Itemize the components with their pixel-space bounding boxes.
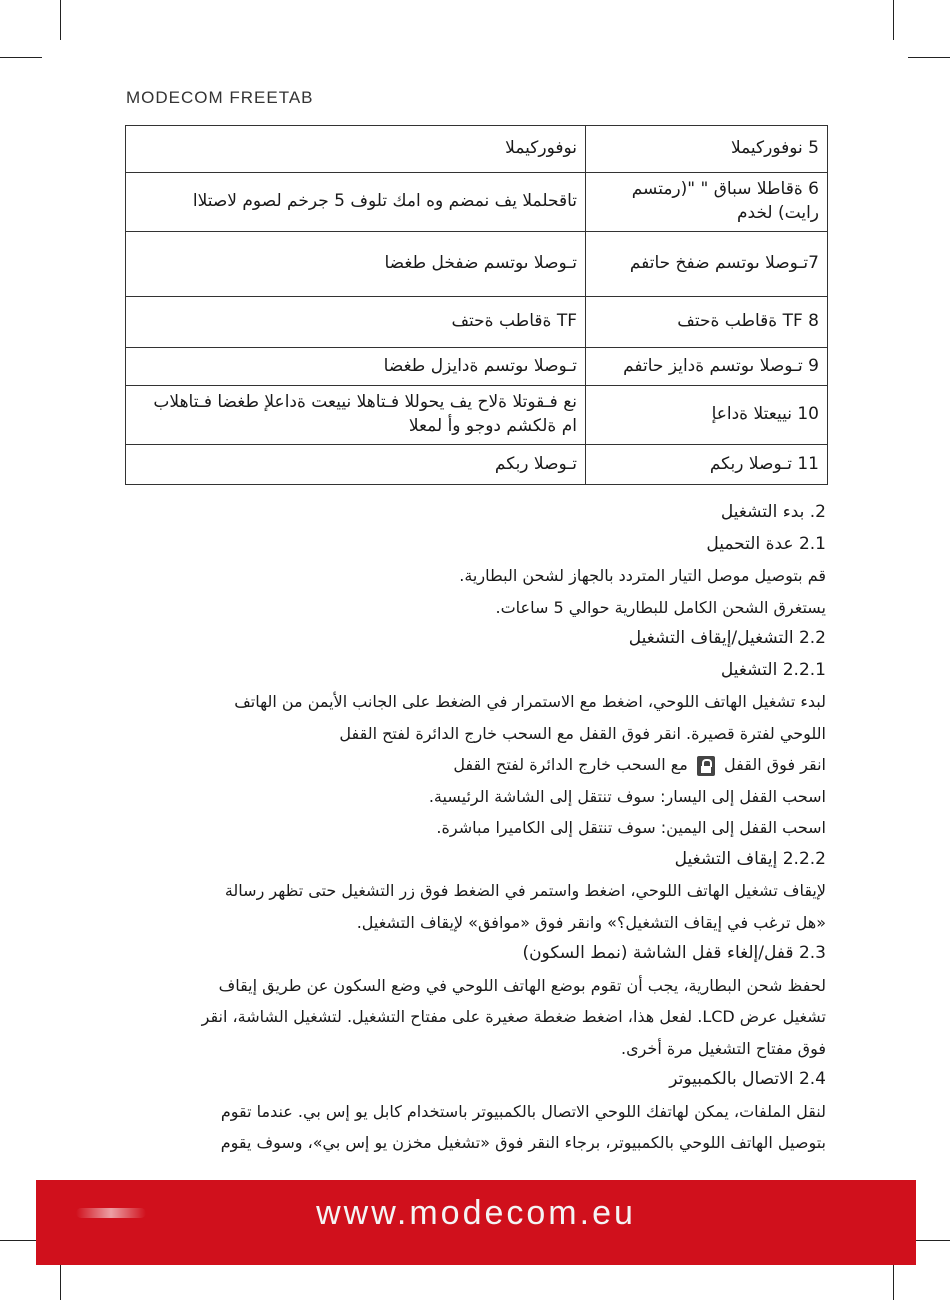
table-cell-desc: تـوصلا ىوتسم ضفخل طغضا [126, 232, 586, 297]
section-heading: 2.2 التشغيل/إيقاف التشغيل [628, 628, 826, 648]
paragraph: لإيقاف تشغيل الهاتف اللوحي، اضغط واستمر في الضغط فوق زر التشغيل حتى تظهر رسالة [224, 881, 826, 900]
table-cell-label: 7تـوصلا ىوتسم ضفخ حاتفم [586, 232, 828, 297]
table-row [126, 445, 828, 485]
section-heading: 2.2.2 إيقاف التشغيل [674, 848, 826, 869]
table-cell-label: TF 8 ةقاطب ةحتف [586, 297, 828, 348]
table-cell-desc: تـوصلا ربكم [126, 445, 586, 485]
table-cell-desc: TF ةقاطب ةحتف [126, 297, 586, 348]
paragraph-text: مع السحب خارج الدائرة لفتح القفل [453, 755, 688, 774]
table-row [126, 173, 828, 232]
paragraph [126, 749, 826, 781]
crop-mark [908, 57, 950, 58]
table-row [126, 348, 828, 386]
crop-mark [0, 57, 42, 58]
table-cell-label: 9 تـوصلا ىوتسم ةدايز حاتفم [586, 348, 828, 386]
paragraph: فوق مفتاح التشغيل مرة أخرى. [620, 1038, 826, 1058]
table-row [126, 297, 828, 348]
paragraph: يستغرق الشحن الكامل للبطارية حوالي 5 ساعات. [495, 597, 826, 617]
paragraph: اسحب القفل إلى اليمين: سوف تنتقل إلى الكاميرا مباشرة. [436, 818, 826, 837]
page-header-title: MODECOM FREETAB [126, 88, 314, 107]
document-body [126, 497, 826, 1159]
table-cell-label: 6 ةقاطلا سباق " "(رمتسم رايت) لخدم [586, 173, 828, 232]
section-heading: 2.3 قفل/إلغاء قفل الشاشة (نمط السكون) [522, 943, 826, 963]
paragraph: لبدء تشغيل الهاتف اللوحي، اضغط مع الاستمرار في الضغط على الجانب الأيمن من الهاتف [234, 692, 826, 711]
paragraph-text: انقر فوق القفل [724, 755, 826, 774]
table-row [126, 126, 828, 173]
crop-mark [60, 0, 61, 40]
section-heading: 2. بدء التشغيل [720, 502, 826, 522]
paragraph: قم بتوصيل موصل التيار المتردد بالجهاز لشحن البطارية. [459, 566, 826, 585]
table-cell-desc: نوفوركيملا [126, 126, 586, 173]
paragraph: تشغيل عرض LCD. لفعل هذا، اضغط ضغطة صغيرة على مفتاح التشغيل. لتشغيل الشاشة، انقر [201, 1007, 826, 1026]
crop-mark [60, 1260, 61, 1300]
table-cell-label: 11 تـوصلا ربكم [586, 445, 828, 485]
table-cell-label: 5 نوفوركيملا [586, 126, 828, 173]
paragraph: بتوصيل الهاتف اللوحي بالكمبيوتر، برجاء النقر فوق «تشغيل مخزن يو إس بي»، وسوف يقوم [220, 1133, 826, 1152]
table-cell-desc: تاقحلملا يف نمضم وه امك تلوف 5 جرخم لصوم لاصتلاا [126, 173, 586, 232]
lock-icon [697, 756, 715, 776]
table-cell-desc: تـوصلا ىوتسم ةدايزل طغضا [126, 348, 586, 386]
table-row [126, 232, 828, 297]
paragraph: اللوحي لفترة قصيرة. انقر فوق القفل مع السحب خارج الدائرة لفتح القفل [339, 723, 826, 743]
spec-table [125, 125, 828, 485]
crop-mark [893, 0, 894, 40]
paragraph: لنقل الملفات، يمكن لهاتفك اللوحي الاتصال بالكمبيوتر باستخدام كابل يو إس بي. عندما تقوم [220, 1101, 826, 1121]
paragraph: «هل ترغب في إيقاف التشغيل؟» وانقر فوق «موافق» لإيقاف التشغيل. [356, 912, 826, 932]
paragraph: لحفظ شحن البطارية، يجب أن تقوم بوضع الهاتف اللوحي في وضع السكون عن طريق إيقاف [218, 975, 826, 995]
footer-url: www.modecom.eu [316, 1194, 636, 1232]
section-heading: 2.1 عدة التحميل [706, 533, 826, 554]
section-heading: 2.4 الاتصال بالكمبيوتر [669, 1069, 826, 1089]
footer-banner [36, 1180, 916, 1265]
paragraph: اسحب القفل إلى اليسار: سوف تنتقل إلى الشاشة الرئيسية. [428, 786, 826, 806]
table-cell-desc: نع فـقوتلا ةلاح يف يحوللا فـتاهلا نييعت ةداعلإ طغضا فـتاهلاب ام ةلكشم دوجو وأ لمعلا [126, 386, 586, 445]
table-row [126, 386, 828, 445]
table-cell-label: 10 نييعتلا ةداعإ [586, 386, 828, 445]
crop-mark [893, 1260, 894, 1300]
section-heading: 2.2.1 التشغيل [720, 659, 826, 680]
